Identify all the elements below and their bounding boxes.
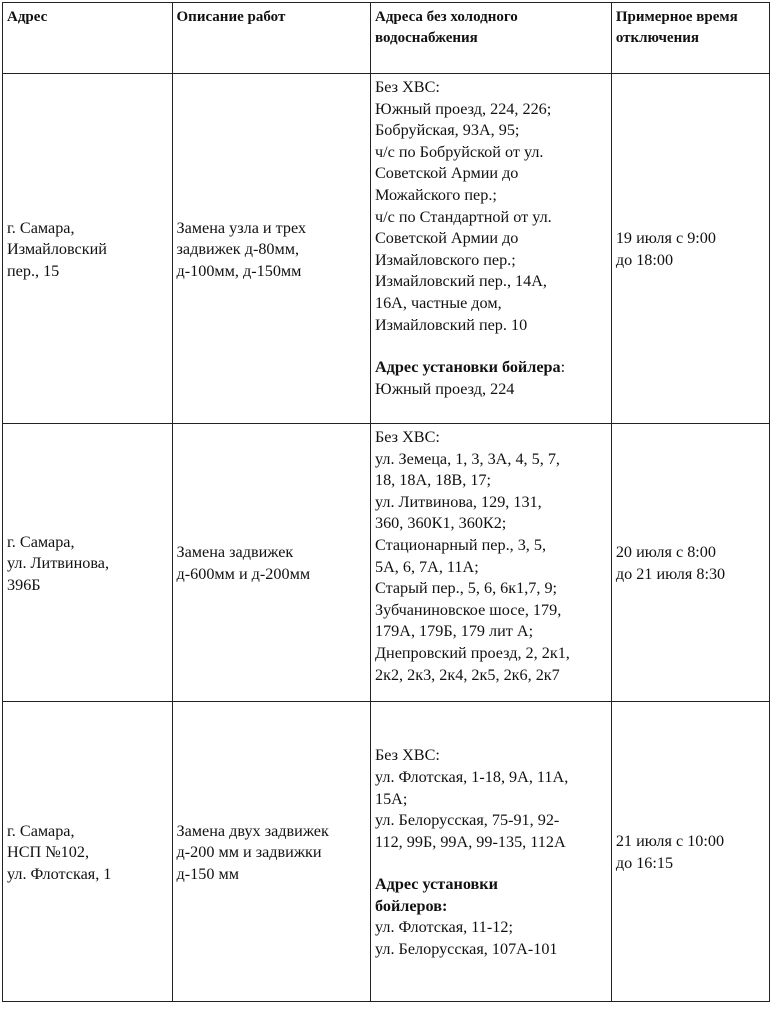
- addr-line: 15А;: [374, 789, 408, 808]
- time-line: до 18:00: [615, 251, 674, 269]
- addr-line: ч/с по Стандартной от ул.: [374, 207, 552, 226]
- addr-line: 5А, 6, 7А, 11А;: [374, 557, 479, 576]
- cell-no-cold-water: [370, 74, 611, 424]
- cell-address: [3, 74, 173, 424]
- cell-works: [172, 424, 370, 702]
- spacer: [375, 336, 607, 357]
- address-line: НСП №102,: [7, 843, 89, 862]
- address-line: 396Б: [7, 575, 41, 594]
- addr-line: Стационарный пер., 3, 5,: [374, 535, 547, 554]
- address-line: г. Самара,: [7, 218, 75, 237]
- works-line: д-200 мм и задвижки: [176, 843, 322, 862]
- addr-line: ул. Белорусская, 75-91, 92-: [374, 811, 560, 830]
- works-line: д-600мм и д-200мм: [176, 565, 311, 583]
- addr-line: Можайского пер.;: [374, 185, 497, 204]
- addr-line: Южный проезд, 224, 226;: [374, 99, 552, 118]
- header-works: Описание работ: [172, 3, 370, 74]
- addr-line: Измайловский пер., 14А,: [374, 272, 547, 291]
- addr-line: Зубчаниновское шосе, 179,: [374, 600, 562, 619]
- addr-line: Измайловского пер.;: [374, 250, 516, 269]
- time-line: 20 июля с 8:00: [615, 543, 716, 562]
- boiler-heading: [375, 357, 607, 379]
- address-line: г. Самара,: [7, 821, 75, 840]
- addr-line: ч/с по Бобруйской от ул.: [374, 142, 544, 161]
- addr-line: Без ХВС:: [374, 746, 440, 765]
- works-line: д-150 мм: [176, 864, 239, 883]
- address-line: г. Самара,: [7, 532, 75, 551]
- address-line: Измайловский: [7, 240, 107, 259]
- table-row: [3, 702, 770, 1002]
- boiler-label: Адрес установки бойлера: [374, 358, 561, 377]
- time-line: 21 июля с 10:00: [615, 832, 725, 851]
- table-row: [3, 424, 770, 702]
- addr-line: Без ХВС:: [374, 78, 440, 96]
- cell-no-cold-water: [370, 424, 611, 702]
- cell-address: [3, 424, 173, 702]
- addr-line: 16А, частные дом,: [374, 293, 502, 312]
- addr-line: Измайловский пер. 10: [374, 315, 528, 334]
- header-row: [3, 3, 770, 74]
- addr-line: 18, 18А, 18В, 17;: [374, 471, 492, 490]
- cell-no-cold-water: [370, 702, 611, 1002]
- header-address: Адрес: [3, 3, 173, 74]
- cell-time: [611, 424, 769, 702]
- works-line: Замена задвижек: [176, 543, 294, 562]
- addr-line: ул. Флотская, 1-18, 9А, 11А,: [374, 767, 569, 786]
- address-line: ул. Литвинова,: [7, 554, 109, 573]
- header-time: Примерное время отключения: [611, 3, 769, 74]
- boiler-line: ул. Флотская, 11-12;: [374, 918, 513, 937]
- address-line: ул. Флотская, 1: [7, 864, 112, 883]
- address-line: пер., 15: [7, 261, 60, 280]
- works-line: д-100мм, д-150мм: [176, 261, 302, 280]
- spacer: [375, 853, 607, 874]
- addr-line: Без ХВС:: [374, 428, 440, 446]
- addr-line: 360, 360К1, 360К2;: [374, 514, 507, 533]
- cell-works: [172, 702, 370, 1002]
- boiler-label: бойлеров:: [374, 896, 448, 915]
- boiler-line: ул. Белорусская, 107А-101: [374, 940, 558, 959]
- time-line: до 16:15: [615, 854, 674, 872]
- addr-line: Старый пер., 5, 6, 6к1,7, 9;: [374, 579, 558, 598]
- table-row: [3, 74, 770, 424]
- boiler-suffix: :: [560, 358, 566, 377]
- addr-line: 179А, 179Б, 179 лит А;: [374, 622, 534, 641]
- addr-line: 112, 99Б, 99А, 99-135, 112А: [374, 832, 566, 851]
- works-line: задвижек д-80мм,: [176, 240, 300, 259]
- addr-line: Днепровский проезд, 2, 2к1,: [374, 643, 570, 662]
- works-line: Замена узла и трех: [176, 218, 307, 237]
- time-line: до 21 июля 8:30: [615, 565, 726, 583]
- cell-time: [611, 74, 769, 424]
- cell-works: [172, 74, 370, 424]
- outage-table: [2, 2, 770, 1002]
- cell-time: [611, 702, 769, 1002]
- header-no-cold-water: Адреса без холодного водоснабжения: [370, 3, 611, 74]
- addr-line: Советской Армии до: [374, 164, 519, 183]
- addr-line: ул. Земеца, 1, 3, 3А, 4, 5, 7,: [374, 449, 560, 468]
- time-line: 19 июля с 9:00: [615, 229, 716, 248]
- works-line: Замена двух задвижек: [176, 821, 329, 840]
- addr-line: ул. Литвинова, 129, 131,: [374, 492, 542, 511]
- boiler-label: Адрес установки: [374, 875, 498, 894]
- cell-address: [3, 702, 173, 1002]
- addr-line: Бобруйская, 93А, 95;: [374, 121, 520, 140]
- addr-line: Советской Армии до: [374, 229, 519, 248]
- addr-line: 2к2, 2к3, 2к4, 2к5, 2к6, 2к7: [374, 665, 560, 684]
- boiler-line: Южный проезд, 224: [374, 379, 515, 398]
